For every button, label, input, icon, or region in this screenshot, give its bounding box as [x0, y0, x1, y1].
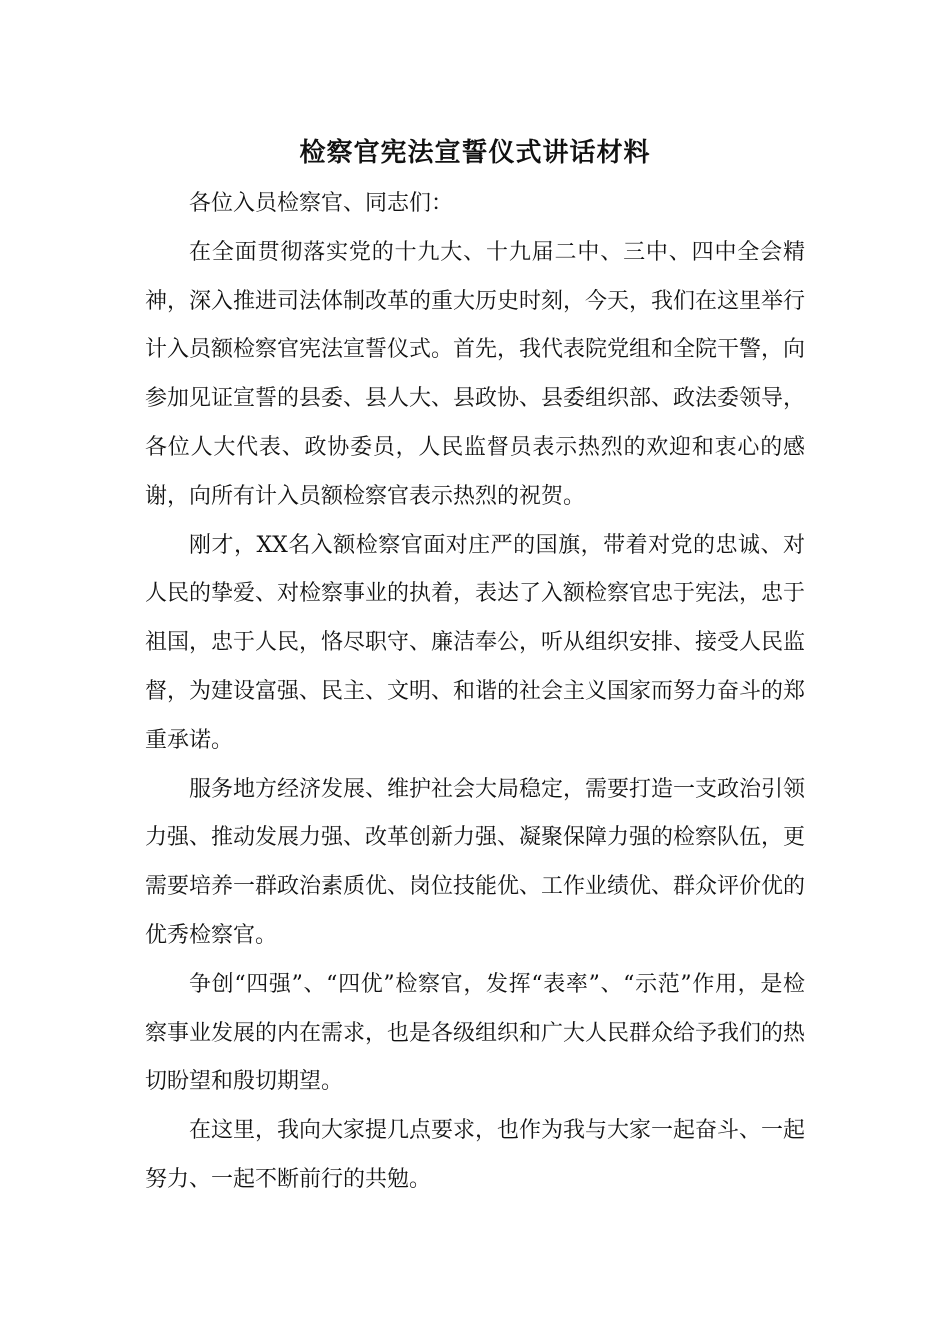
- body-paragraph-1: 在全面贯彻落实党的十九大、十九届二中、三中、四中全会精神，深入推进司法体制改革的重大历史时刻，今天，我们在这里举行计入员额检察官宪法宣誓仪式。首先，我代表院党组和全院干警，向参加见证宣誓的县委、县人大、县政协、县委组织部、政法委领导，各位人大代表、政协委员，人民监督员表示热烈的欢迎和衷心的感谢，向所有计入员额检察官表示热烈的祝贺。: [145, 239, 806, 509]
- body-paragraph-5: 在这里，我向大家提几点要求，也作为我与大家一起奋斗、一起努力、一起不断前行的共勉。: [145, 1118, 806, 1192]
- greeting-paragraph: 各位入员检察官、同志们：: [189, 191, 454, 216]
- body-paragraph-4: 争创“四强”、“四优”检察官，发挥“表率”、“示范”作用，是检察事业发展的内在需求，也是各级组织和广大人民群众给予我们的热切盼望和殷切期望。: [145, 971, 806, 1095]
- body-paragraph-2: 刚才，XX名入额检察官面对庄严的国旗，带着对党的忠诚、对人民的挚爱、对检察事业的执着，表达了入额检察官忠于宪法，忠于祖国，忠于人民，恪尽职守、廉洁奉公，听从组织安排、接受人民监督，为建设富强、民主、文明、和谐的社会主义国家而努力奋斗的郑重承诺。: [145, 532, 806, 753]
- document-title: 检察官宪法宣誓仪式讲话材料: [299, 138, 651, 168]
- body-paragraph-3: 服务地方经济发展、维护社会大局稳定，需要打造一支政治引领力强、推动发展力强、改革创新力强、凝聚保障力强的检察队伍，更需要培养一群政治素质优、岗位技能优、工作业绩优、群众评价优的优秀检察官。: [145, 776, 806, 948]
- document-body: [145, 180, 805, 1205]
